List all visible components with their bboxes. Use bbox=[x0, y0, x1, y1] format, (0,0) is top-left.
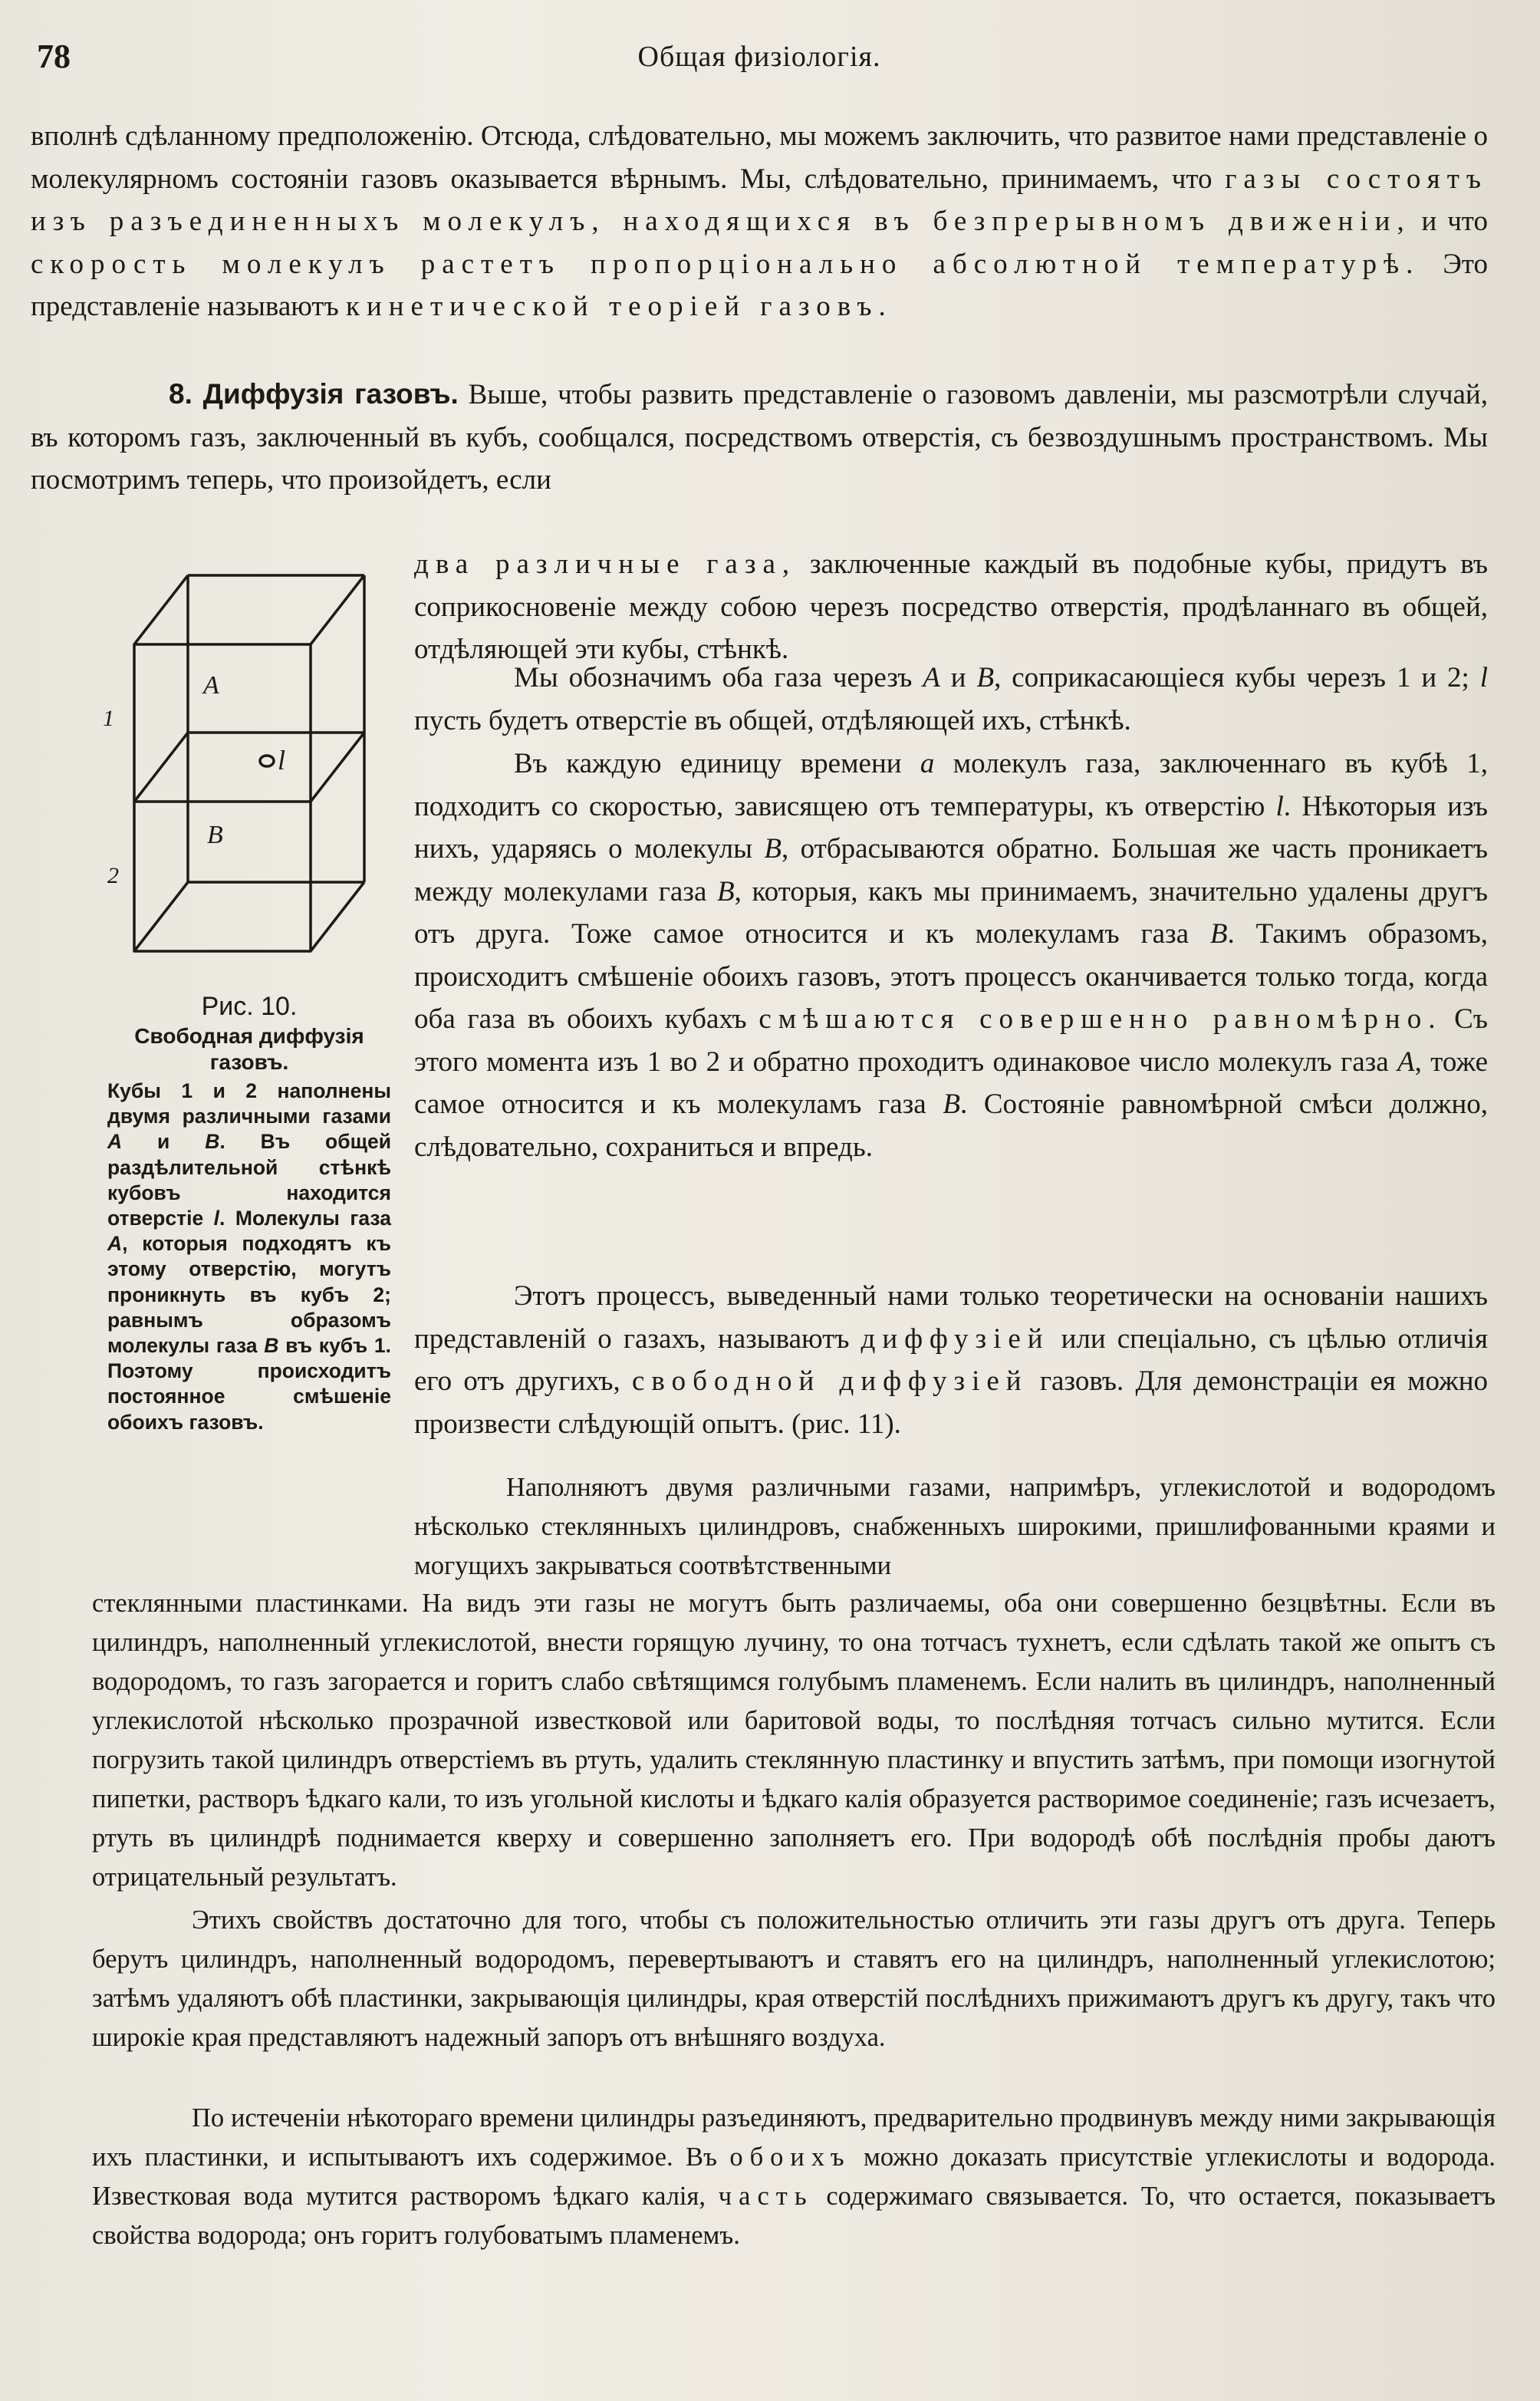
figure-cubes-diagram bbox=[100, 560, 376, 990]
label-gas-a: A bbox=[203, 671, 219, 700]
spaced-emphasis: газы состоятъ изъ разъединенныхъ молекулъ, находящихся въ безпрерывномъ движенiи, bbox=[31, 163, 1488, 237]
paragraph-result: По истеченiи нѣкотораго времени цилиндры разъединяютъ, предварительно продвинувъ между ними закрывающiя ихъ пластинки, и испытываютъ ихъ содержимое. Въ обоихъ можно доказать присутствiе углекислоты и водорода. Известковая вода мутится растворомъ ѣдкаго калiя, часть содержимаго связывается. То, что остается, показываетъ свойства водорода; онъ горитъ голубоватымъ пламенемъ. bbox=[92, 2103, 1496, 2250]
page-header bbox=[31, 37, 1488, 83]
label-opening-l: l bbox=[278, 745, 286, 776]
paragraph-cylinders-setup: Этихъ свойствъ достаточно для того, чтобы съ положительностью отличить эти газы другъ отъ друга. Теперь берутъ цилиндръ, наполненный водородомъ, перевертываютъ и ставятъ его на цилиндръ, наполненный углекислотою; затѣмъ удаляютъ обѣ пластинки, закрывающiя цилиндры, края отверстiй послѣднихъ прижимаютъ другъ къ другу, такъ что широкiе края представляютъ надежный запоръ отъ внѣшняго воздуха. bbox=[92, 1905, 1496, 2052]
cube-edge bbox=[311, 575, 364, 644]
paragraph-free-diffusion: Этотъ процессъ, выведенный нами только теоретически на основанiи нашихъ представленiй о газахъ, называютъ диффузiей или спецiально, съ цѣлью отличiя его отъ другихъ, свободной диффузiей газовъ. Для демонстрацiи ея можно произвести слѣдующiй опытъ. (рис. 11). bbox=[414, 1280, 1488, 1440]
paragraph-experiment-tests: стеклянными пластинками. На видъ эти газы не могутъ быть различаемы, оба они совершенно безцвѣтны. Если въ цилиндръ, наполненный углекислотой, внести горящую лучину, то она тотчасъ тухнетъ, если сдѣлать такой же опытъ съ водородомъ, то газъ загорается и горитъ слабо свѣтящимся голубымъ пламенемъ. Если налить въ цилиндръ, наполненный углекислотой нѣсколько прозрачной известковой или баритовой воды, то послѣдняя тотчасъ сильно мутится. Если погрузить такой цилиндръ отверстiемъ въ ртуть, удалить стеклянную пластинку и впустить затѣмъ, при помощи изогнутой пипетки, растворъ ѣдкаго кали, то изъ угольной кислоты и ѣдкаго калiя образуется растворимое соединенiе; газъ исчезаетъ, ртуть въ цилиндрѣ поднимается кверху и совершенно заполняетъ его. При водородѣ обѣ послѣднiя пробы даютъ отрицательный результатъ. bbox=[92, 1589, 1496, 1892]
label-cube-1: 1 bbox=[103, 706, 114, 731]
opening-hole bbox=[260, 756, 274, 766]
spaced-emphasis: скорость молекулъ растетъ пропорцiонально абсолютной температурѣ. bbox=[31, 248, 1420, 280]
paragraph-two-gases: два различные газа, заключенные каждый въ подобные кубы, придутъ въ соприкосновенiе между собою черезъ посредство отверстiя, продѣланнаго въ общей, отдѣляющей эти кубы, стѣнкѣ. bbox=[414, 548, 1488, 665]
spaced-emphasis: кинетической теорiей газовъ. bbox=[345, 291, 893, 322]
spaced-emphasis: диффузiей bbox=[860, 1322, 1050, 1355]
cube-edge bbox=[134, 575, 188, 644]
label-gas-b: B bbox=[207, 821, 223, 849]
paragraph-kinetic-theory: вполнѣ сдѣланному предположенiю. Отсюда, слѣдовательно, мы можемъ заключить, что развитое нами представленiе о молекулярномъ состоянiи газовъ оказывается вѣрнымъ. Мы, слѣдовательно, принимаемъ, что газы состоятъ изъ разъединенныхъ молекулъ, находящихся въ безпрерывномъ движенiи, и что скорость молекулъ растетъ пропорцiонально абсолютной температурѣ. Это представленiе называютъ кинетической теорiей газовъ. bbox=[31, 120, 1488, 322]
spaced-emphasis: обоихъ bbox=[729, 2142, 851, 2172]
figure-caption bbox=[107, 990, 391, 1435]
page-number: 78 bbox=[37, 38, 71, 75]
paragraph-notation: Мы обозначимъ оба газа черезъ A и B, соприкасающiеся кубы черезъ 1 и 2; l пусть будетъ отверстiе въ общей, отдѣляющей ихъ, стѣнкѣ. bbox=[414, 662, 1488, 736]
cubes-drawing bbox=[100, 560, 376, 990]
spaced-emphasis: два различные газа, bbox=[414, 548, 797, 580]
spaced-emphasis: часть bbox=[718, 2182, 814, 2211]
caption-subtitle: Свободная диффузiя газовъ. bbox=[134, 1024, 364, 1074]
spaced-emphasis: смѣшаются совершенно равномѣрно. bbox=[758, 1003, 1443, 1035]
paragraph-mixing-process: Въ каждую единицу времени a молекулъ газа, заключеннаго въ кубѣ 1, подходитъ со скоростью, зависящею отъ температуры, къ отверстiю l. Нѣкоторыя изъ нихъ, ударяясь о молекулы B, отбрасываются обратно. Большая же часть проникаетъ между молекулами газа B, которыя, какъ мы принимаемъ, значительно удалены другъ отъ друга. Тоже самое относится и къ молекуламъ газа B. Такимъ образомъ, происходитъ смѣшенiе обоихъ газовъ, этотъ процессъ оканчивается только тогда, когда оба газа въ обоихъ кубахъ смѣшаются совершенно равномѣрно. Съ этого момента изъ 1 во 2 и обратно проходитъ одинаковое число молекулъ газа A, тоже самое относится и къ молекуламъ газа B. Состоянiе равномѣрной смѣси должно, слѣдовательно, сохраниться и впредь. bbox=[414, 748, 1488, 1163]
paragraph-experiment-start: Наполняютъ двумя различными газами, напримѣръ, углекислотой и водородомъ нѣсколько стеклянныхъ цилиндровъ, снабженныхъ широкими, пришлифованными краями и могущихъ закрываться соотвѣтственными bbox=[414, 1473, 1496, 1580]
spaced-emphasis: свободной диффузiей bbox=[631, 1365, 1028, 1397]
cube-edge bbox=[311, 882, 364, 951]
cube-front-face bbox=[134, 644, 311, 951]
caption-title: Рис. 10. bbox=[201, 992, 298, 1021]
running-title: Общая физiологiя. bbox=[637, 41, 881, 73]
hidden-edge bbox=[134, 882, 188, 951]
caption-text: Кубы 1 и 2 наполнены двумя различными газами A и B. Въ общей раздѣлительной стѣнкѣ кубовъ находится отверстiе l. Молекулы газа A, которыя подходятъ къ этому отверстiю, могутъ проникнуть въ кубъ 2; равнымъ образомъ молекулы газа B въ кубъ 1. Поэтому происходитъ постоянное смѣшенiе обоихъ газовъ. bbox=[107, 1079, 391, 1434]
paragraph-diffusion-intro: 8. Диффузiя газовъ. Выше, чтобы развить представленiе о газовомъ давленiи, мы разсмотрѣли случай, въ которомъ газъ, заключенный въ кубъ, сообщался, посредствомъ отверстiя, съ безвоздушнымъ пространствомъ. Мы посмотримъ теперь, что произойдетъ, если bbox=[31, 378, 1488, 496]
divider-wall-right bbox=[311, 733, 364, 802]
section-heading: 8. Диффузiя газовъ. bbox=[169, 378, 459, 410]
divider-wall-left bbox=[134, 733, 188, 802]
label-cube-2: 2 bbox=[107, 863, 119, 888]
